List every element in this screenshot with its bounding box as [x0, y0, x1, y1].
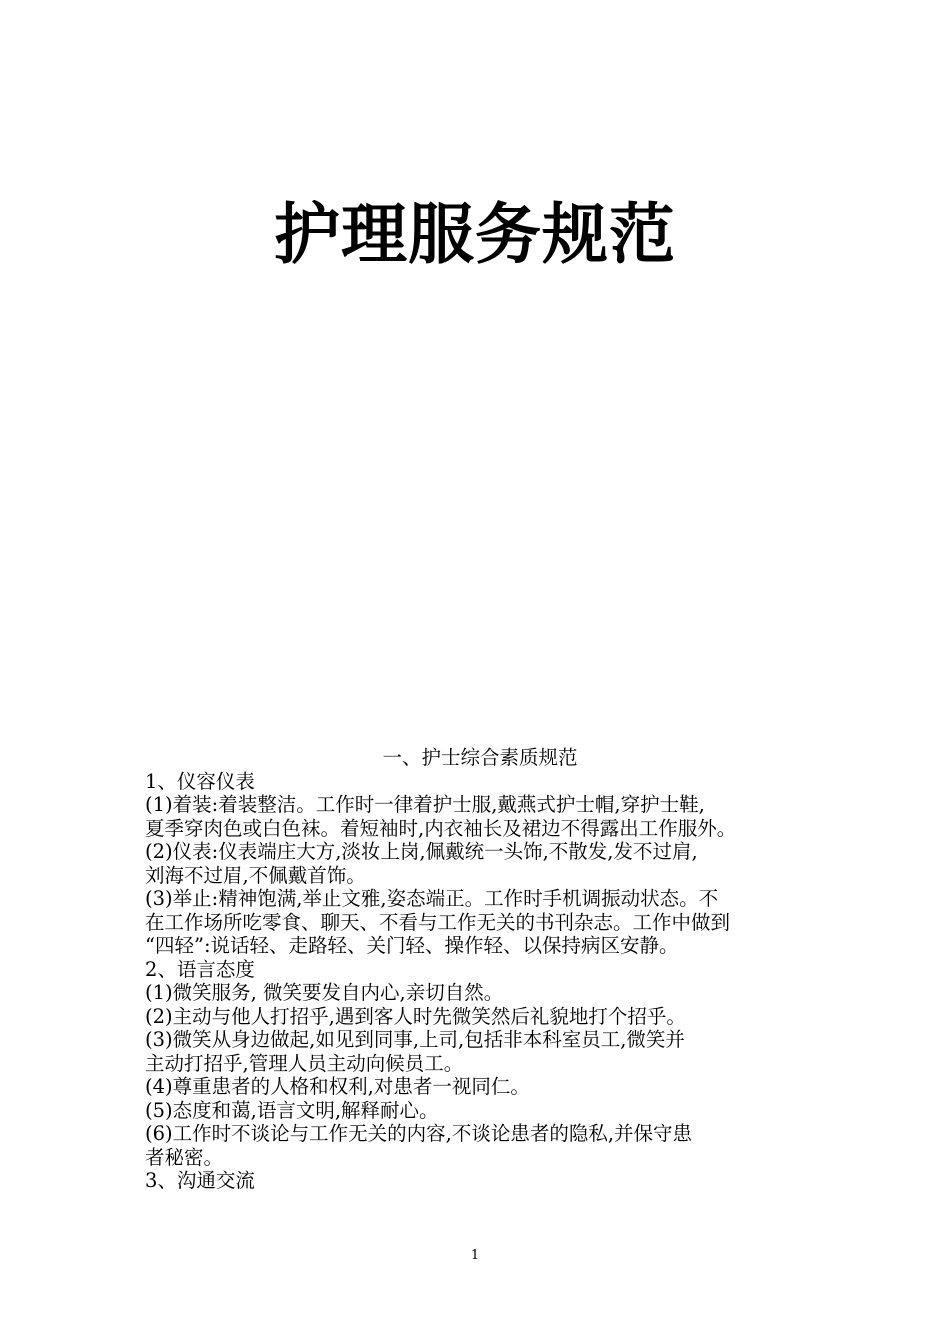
body-line: 者秘密。 — [145, 1145, 224, 1169]
body-line: (6)工作时不谈论与工作无关的内容,不谈论患者的隐私,并保守患 — [145, 1122, 693, 1145]
body-line: (2)仪表:仪表端庄大方,淡妆上岗,佩戴统一头饰,不散发,发不过肩, — [145, 840, 698, 863]
body-line: (1)着装:着装整洁。工作时一律着护士服,戴燕式护士帽,穿护士鞋, — [145, 793, 705, 816]
body-line: 在工作场所吃零食、聊天、不看与工作无关的书刊杂志。工作中做到 — [145, 910, 731, 934]
body-line: 刘海不过眉,不佩戴首饰。 — [145, 863, 366, 887]
body-line: (2)主动与他人打招乎,遇到客人时先微笑然后礼貌地打个招乎。 — [145, 1004, 686, 1028]
section-heading: 一、护士综合素质规范 — [382, 746, 578, 769]
body-line: (3)微笑从身边做起,如见到同事,上司,包括非本科室员工,微笑并 — [145, 1028, 685, 1051]
body-line: “四轻”:说话轻、走路轻、关门轻、操作轻、以保持病区安静。 — [145, 934, 679, 957]
body-line: (5)态度和蔼,语言文明,解释耐心。 — [145, 1098, 439, 1122]
document-body — [145, 746, 815, 1193]
page-number: 1 — [470, 1248, 480, 1263]
body-line: (1)微笑服务, 微笑要发自内心,亲切自然。 — [145, 981, 504, 1004]
body-line: (4)尊重患者的人格和权利,对患者一视同仁。 — [145, 1075, 530, 1098]
body-line: 3、沟通交流 — [145, 1169, 255, 1192]
body-line: 1、仪容仪表 — [145, 769, 255, 793]
body-line: (3)举止:精神饱满,举止文雅,姿态端正。工作时手机调振动状态。不 — [145, 887, 719, 910]
body-line: 主动打招乎,管理人员主动向候员工。 — [145, 1051, 464, 1075]
body-line: 夏季穿肉色或白色袜。着短袖时,内衣袖长及裙边不得露出工作服外。 — [145, 816, 737, 840]
body-line: 2、语言态度 — [145, 957, 255, 981]
document-title: 护理服务规范 — [274, 196, 676, 273]
